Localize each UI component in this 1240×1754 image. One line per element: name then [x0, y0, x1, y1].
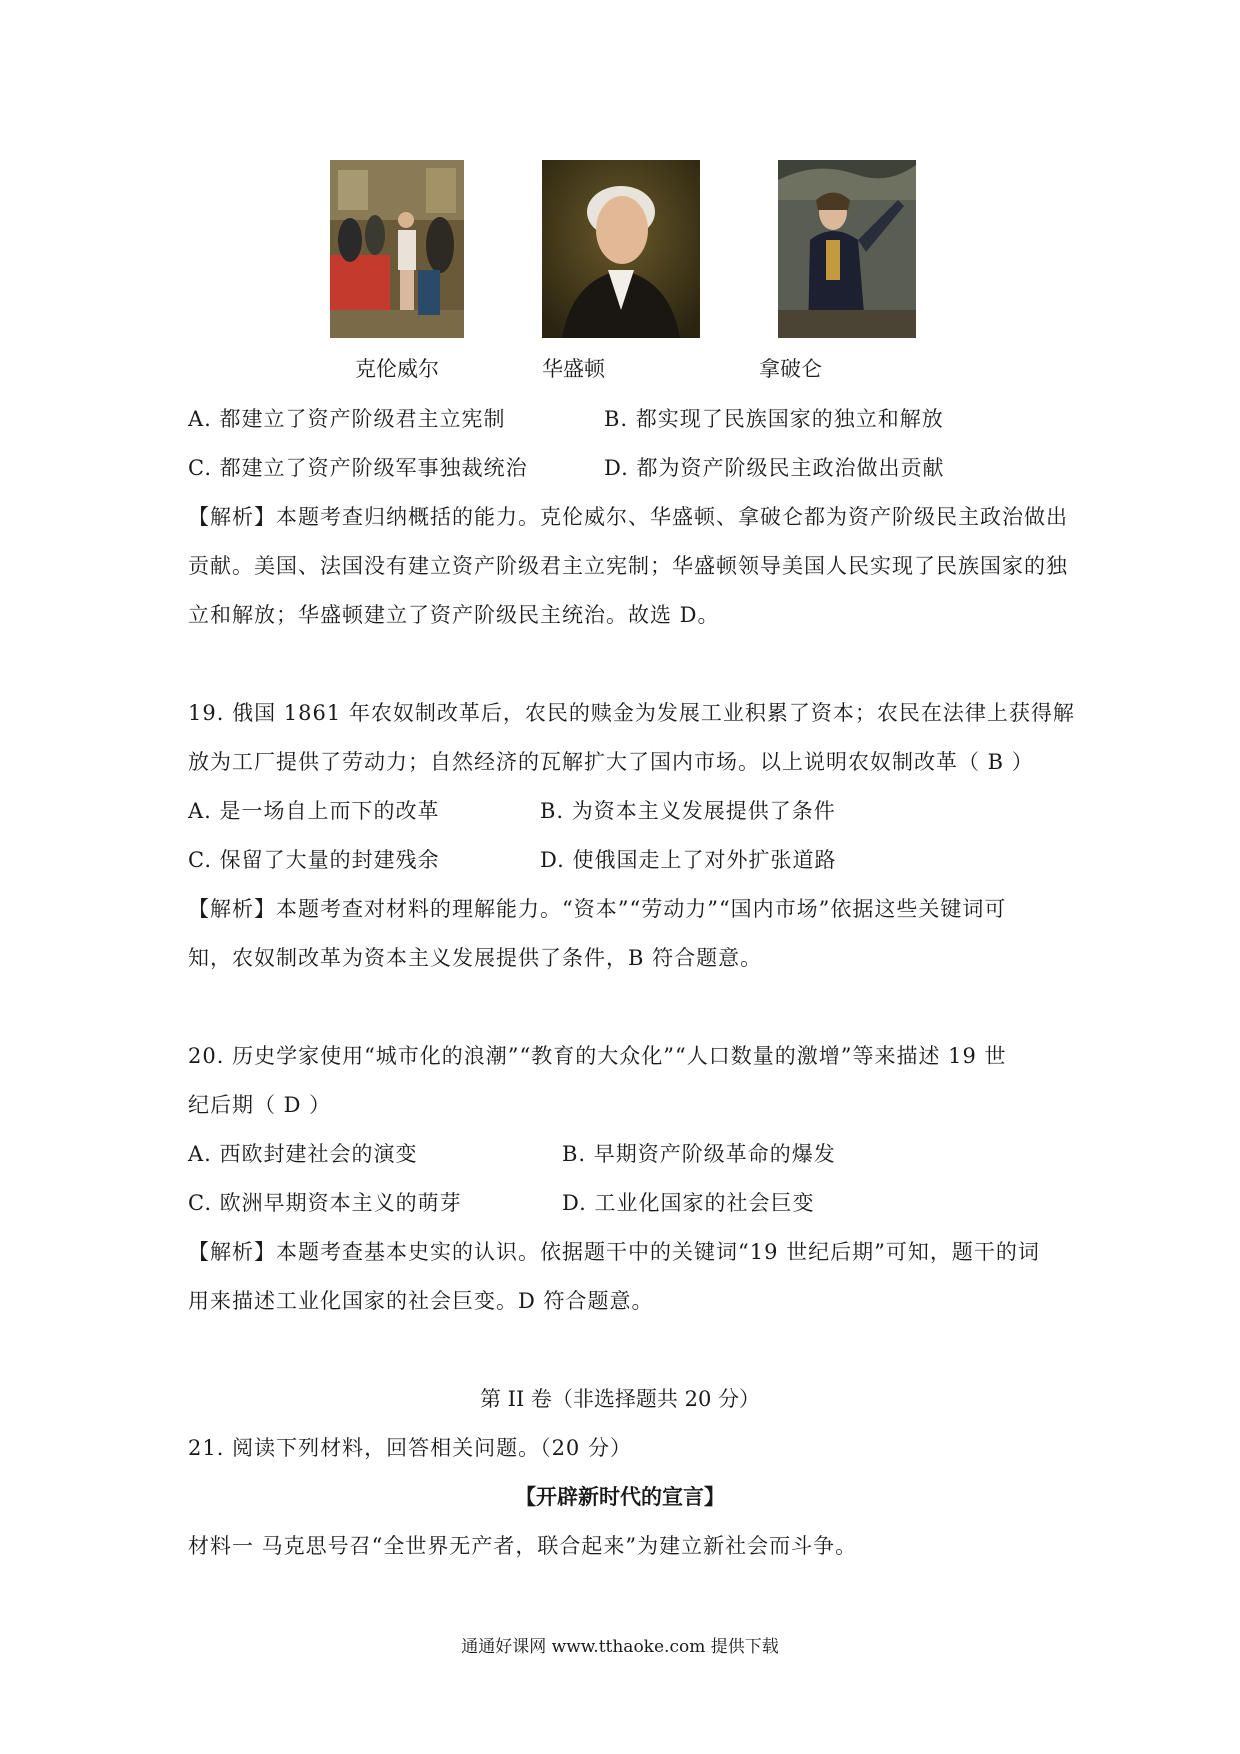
cromwell-painting — [330, 160, 464, 338]
caption-napoleon: 拿破仑 — [759, 357, 822, 381]
q20-option-b: B. 早期资产阶级革命的爆发 — [562, 1142, 836, 1166]
napoleon-painting — [778, 160, 916, 338]
painting-cromwell-icon — [330, 160, 464, 338]
material-1: 材料一 马克思号召“全世界无产者，联合起来”为建立新社会而斗争。 — [188, 1534, 858, 1558]
q18-analysis-line-3: 立和解放；华盛顿建立了资产阶级民主统治。故选 D。 — [188, 603, 720, 627]
q19-stem-line-1: 19. 俄国 1861 年农奴制改革后，农民的赎金为发展工业积累了资本；农民在法律上获得解 — [188, 701, 1075, 725]
q19-stem-line-2: 放为工厂提供了劳动力；自然经济的瓦解扩大了国内市场。以上说明农奴制改革（ B ） — [188, 750, 1034, 774]
q20-analysis-line-2: 用来描述工业化国家的社会巨变。D 符合题意。 — [188, 1289, 654, 1313]
portrait-washington-icon — [542, 160, 700, 338]
washington-portrait — [542, 160, 700, 338]
q19-analysis-line-1: 【解析】本题考查对材料的理解能力。“资本”“劳动力”“国内市场”依据这些关键词可 — [188, 897, 1007, 921]
caption-cromwell: 克伦威尔 — [355, 357, 439, 381]
caption-washington: 华盛顿 — [542, 357, 605, 381]
q20-analysis-line-1: 【解析】本题考查基本史实的认识。依据题干中的关键词“19 世纪后期”可知，题干的词 — [188, 1240, 1040, 1264]
q20-option-c: C. 欧洲早期资本主义的萌芽 — [188, 1191, 462, 1215]
q21-stem: 21. 阅读下列材料，回答相关问题。（20 分） — [188, 1436, 632, 1460]
q19-option-a: A. 是一场自上而下的改革 — [188, 799, 440, 823]
section-2-title: 第 II 卷（非选择题共 20 分） — [479, 1387, 760, 1411]
q20-stem-line-2: 纪后期（ D ） — [188, 1093, 332, 1117]
q18-analysis-line-1: 【解析】本题考查归纳概括的能力。克伦威尔、华盛顿、拿破仑都为资产阶级民主政治做出 — [188, 505, 1068, 529]
q20-option-d: D. 工业化国家的社会巨变 — [562, 1191, 815, 1215]
q20-option-a: A. 西欧封建社会的演变 — [188, 1142, 418, 1166]
q18-option-c: C. 都建立了资产阶级军事独裁统治 — [188, 456, 528, 480]
q20-stem-line-1: 20. 历史学家使用“城市化的浪潮”“教育的大众化”“人口数量的激增”等来描述 19 世 — [188, 1044, 1007, 1068]
q19-option-c: C. 保留了大量的封建残余 — [188, 848, 440, 872]
painting-napoleon-icon — [778, 160, 916, 338]
q19-analysis-line-2: 知，农奴制改革为资本主义发展提供了条件，B 符合题意。 — [188, 946, 763, 970]
q18-option-a: A. 都建立了资产阶级君主立宪制 — [188, 407, 506, 431]
q19-option-b: B. 为资本主义发展提供了条件 — [540, 799, 836, 823]
q19-option-d: D. 使俄国走上了对外扩张道路 — [540, 848, 837, 872]
q18-option-d: D. 都为资产阶级民主政治做出贡献 — [604, 456, 945, 480]
q18-option-b: B. 都实现了民族国家的独立和解放 — [604, 407, 944, 431]
material-heading: 【开辟新时代的宣言】 — [515, 1484, 725, 1509]
page-footer: 通通好课网 www.tthaoke.com 提供下载 — [461, 1637, 779, 1657]
q18-analysis-line-2: 贡献。美国、法国没有建立资产阶级君主立宪制；华盛顿领导美国人民实现了民族国家的独 — [188, 554, 1068, 578]
